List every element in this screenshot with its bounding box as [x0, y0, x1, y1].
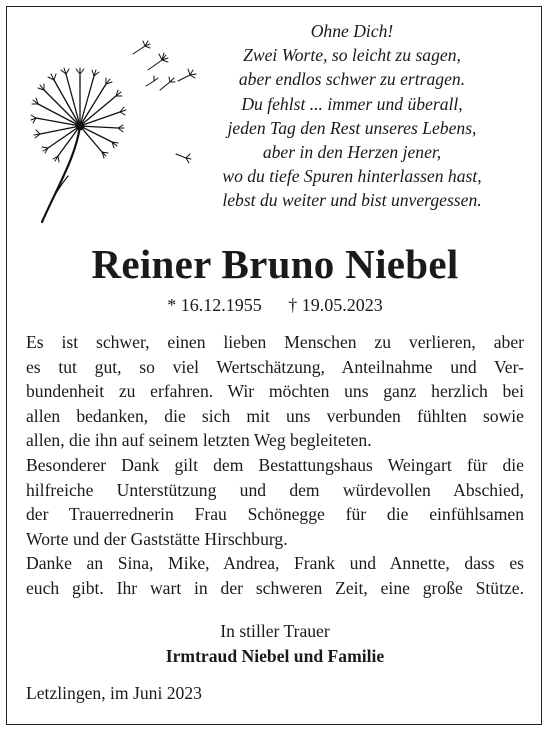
closing-phrase: In stiller Trauer — [220, 621, 330, 641]
poem-line: jeden Tag den Rest unseres Lebens, — [227, 117, 477, 138]
deceased-name: Reiner Bruno Niebel — [91, 241, 459, 287]
poem-line: aber endlos schwer zu ertragen. — [238, 69, 466, 90]
poem-line: Du fehlst ... immer und überall, — [241, 93, 463, 114]
life-dates — [0, 295, 550, 316]
poem-line: lebst du weiter und bist unvergessen. — [222, 190, 482, 211]
text-line: hilfreiche Unterstützung und dem würdevollen Abschied, — [26, 479, 524, 500]
text-line: Danke an Sina, Mike, Andrea, Frank und Annette, dass es — [26, 553, 524, 574]
poem-line: wo du tiefe Spuren hinterlassen hast, — [222, 166, 482, 187]
text-line: euch gibt. Ihr wart in der schweren Zeit, eine große Stütze. — [26, 577, 524, 598]
text-line: es tut gut, so viel Wertschätzung, Anteilnahme und Ver- — [26, 356, 524, 377]
poem-line: Ohne Dich! — [310, 21, 394, 41]
text-line: allen bedanken, die sich mit uns verbunden fühlten sowie — [26, 405, 524, 426]
birth-date: * 16.12.1955 — [167, 295, 262, 315]
signature-block — [0, 619, 550, 669]
thanks-text — [26, 330, 524, 601]
text-line: der Trauerrednerin Frau Schönegge für die einfühlsamen — [26, 504, 524, 525]
poem — [172, 19, 532, 213]
text-line: Es ist schwer, einen lieben Menschen zu verlieren, aber — [26, 332, 524, 352]
family-name: Irmtraud Niebel und Familie — [165, 646, 385, 666]
text-line: Besonderer Dank gilt dem Bestattungshaus Weingart für die — [26, 454, 524, 475]
place-date: Letzlingen, im Juni 2023 — [26, 683, 202, 703]
death-date: † 19.05.2023 — [288, 295, 383, 315]
text-line: Worte und der Gaststätte Hirschburg. — [26, 528, 288, 549]
text-line: bundenheit zu erfahren. Wir möchten uns ganz herzlich bei — [26, 381, 524, 402]
text-line: allen, die ihn auf seinem letzten Weg begleiteten. — [26, 430, 372, 451]
poem-line: Zwei Worte, so leicht zu sagen, — [243, 45, 461, 66]
poem-line: aber in den Herzen jener, — [262, 142, 442, 163]
